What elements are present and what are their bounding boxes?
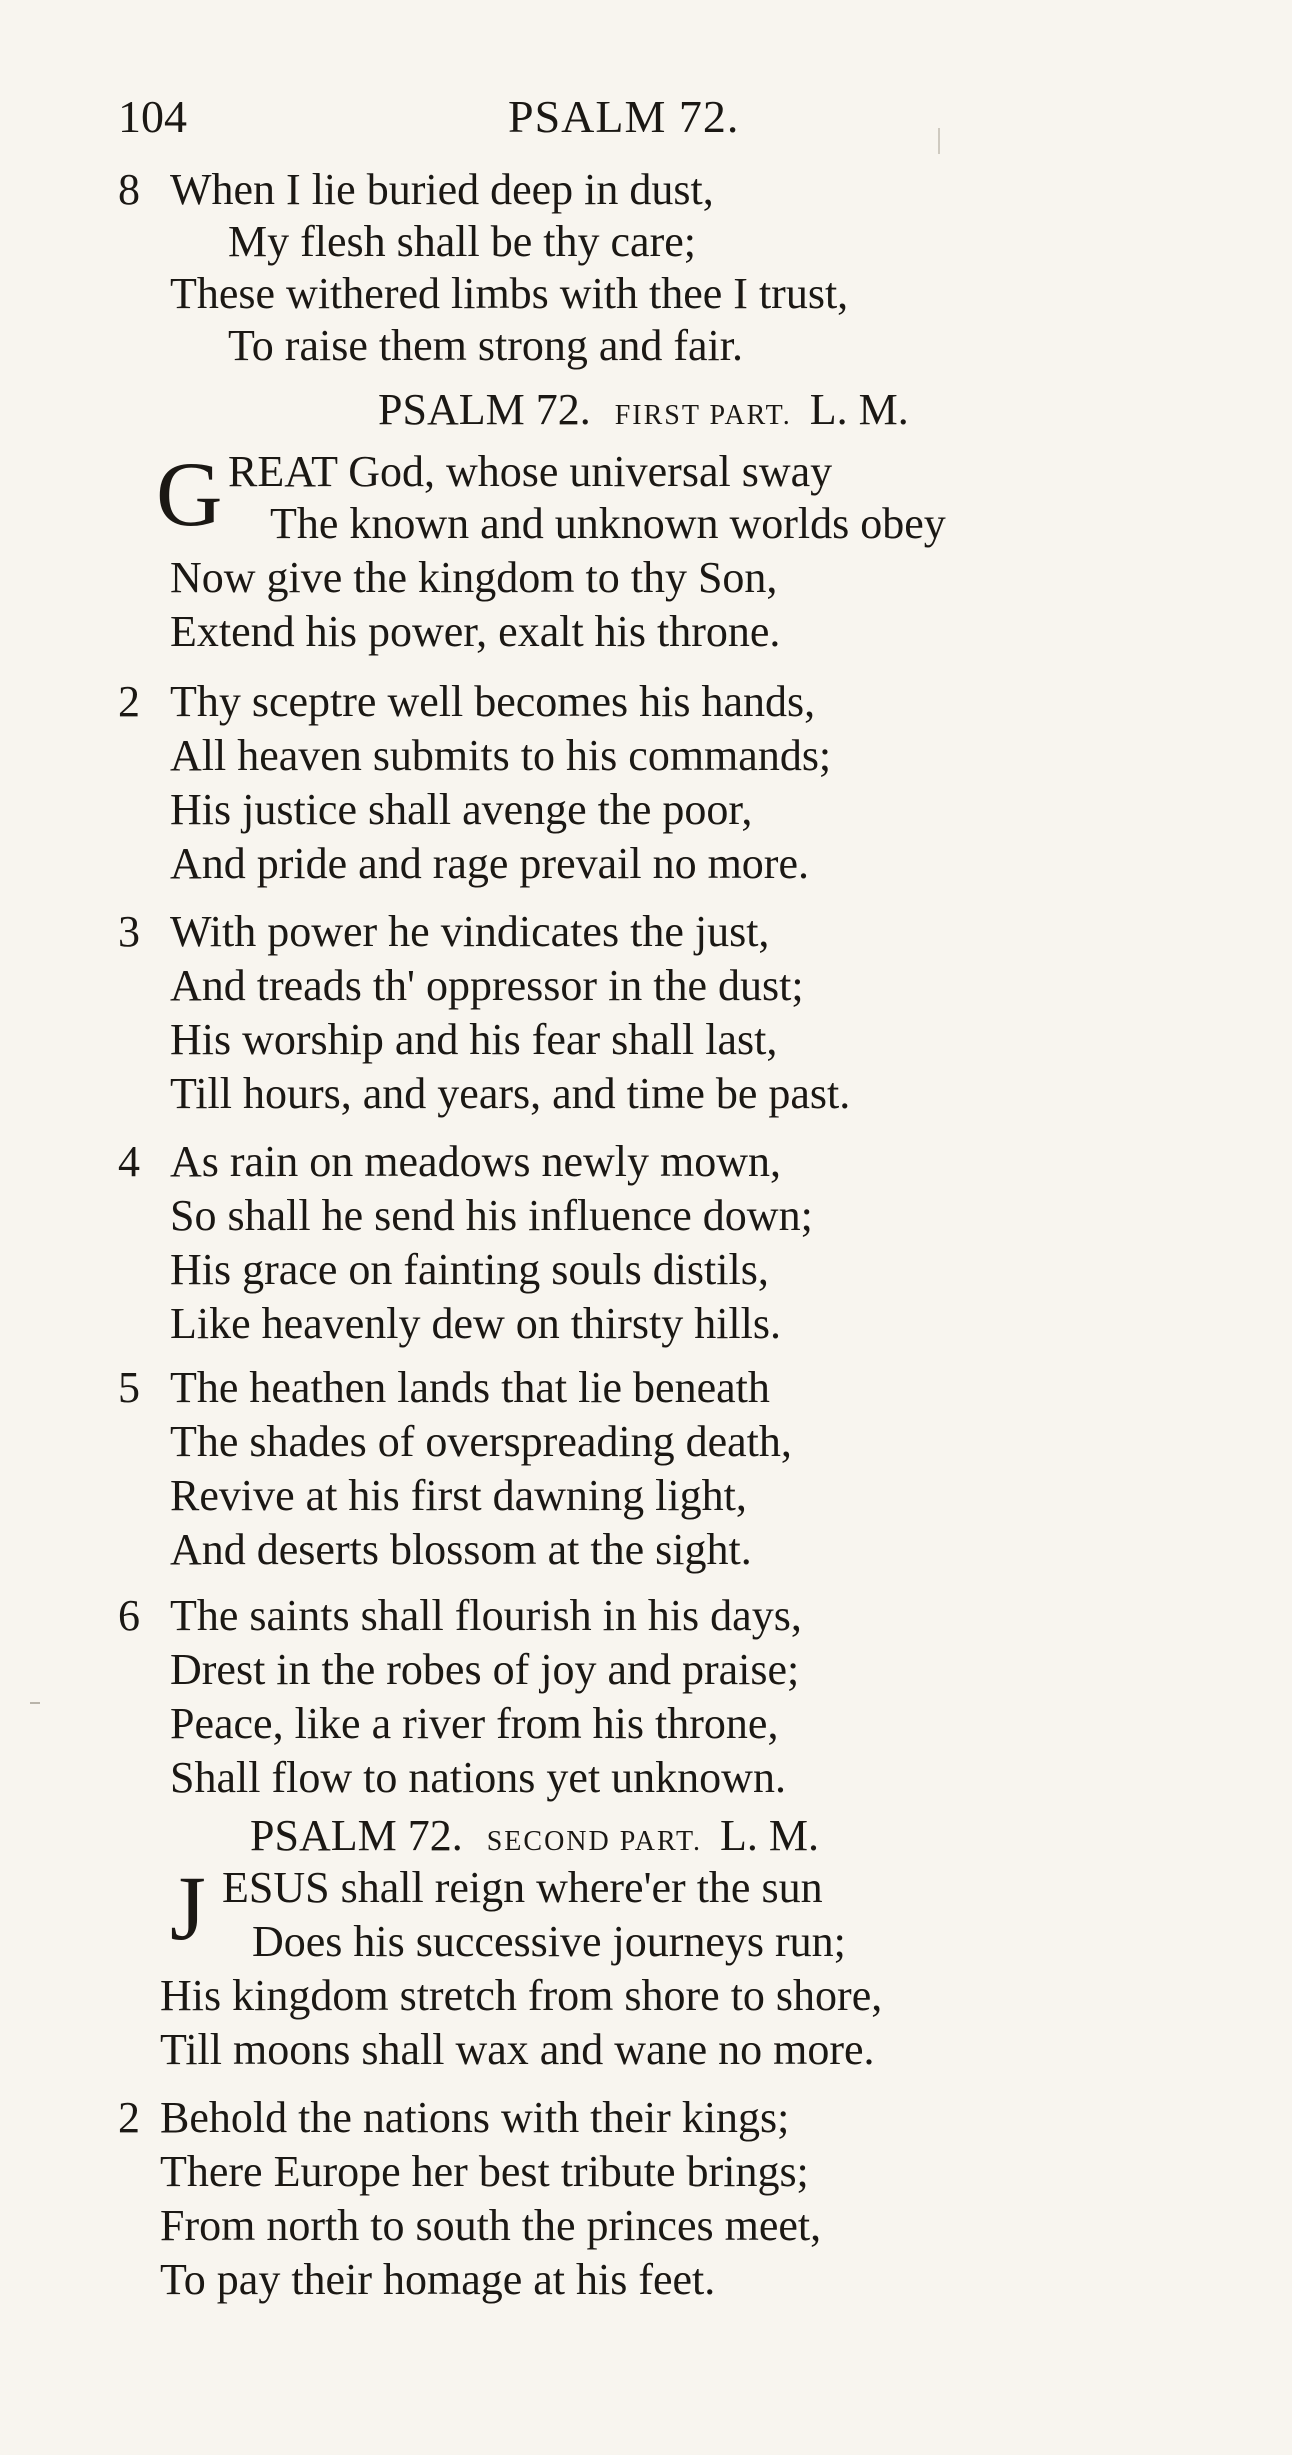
stanza-number: 5 xyxy=(118,1363,140,1412)
verse-line: Drest in the robes of joy and praise; xyxy=(170,1645,800,1694)
verse-line: The heathen lands that lie beneath xyxy=(170,1363,770,1412)
verse-line: With power he vindicates the just, xyxy=(170,907,770,956)
section-heading-second-part xyxy=(250,1811,819,1860)
page-number: 104 xyxy=(118,91,187,142)
stanza-number: 6 xyxy=(118,1591,140,1640)
verse-line: Revive at his first dawning light, xyxy=(170,1471,747,1520)
verse-line: Does his successive journeys run; xyxy=(252,1917,846,1966)
verse-line: Now give the kingdom to thy Son, xyxy=(170,553,778,602)
verse-line: Like heavenly dew on thirsty hills. xyxy=(170,1299,781,1348)
heading-meter: L. M. xyxy=(719,1811,819,1860)
paper-speck xyxy=(938,128,940,154)
heading-part: SECOND PART. xyxy=(486,1826,702,1857)
verse-line: The saints shall flourish in his days, xyxy=(170,1591,802,1640)
verse-line: His grace on fainting souls distils, xyxy=(170,1245,769,1294)
stanza-number: 2 xyxy=(118,677,140,726)
verse-line: These withered limbs with thee I trust, xyxy=(170,269,849,318)
verse-line: To pay their homage at his feet. xyxy=(160,2255,716,2304)
verse-line: His justice shall avenge the poor, xyxy=(170,785,753,834)
heading-title: PSALM 72. xyxy=(250,1811,463,1860)
verse-line: From north to south the princes meet, xyxy=(160,2201,822,2250)
verse-line: The known and unknown worlds obey xyxy=(270,499,946,548)
verse-line: Behold the nations with their kings; xyxy=(160,2093,790,2142)
verse-line: Extend his power, exalt his throne. xyxy=(170,607,781,656)
verse-line: When I lie buried deep in dust, xyxy=(170,165,714,214)
drop-cap: J xyxy=(170,1857,206,1959)
verse-line: His worship and his fear shall last, xyxy=(170,1015,778,1064)
verse-line: Till moons shall wax and wane no more. xyxy=(160,2025,875,2074)
verse-line: And deserts blossom at the sight. xyxy=(170,1525,752,1574)
verse-line: The shades of overspreading death, xyxy=(170,1417,792,1466)
verse-line: His kingdom stretch from shore to shore, xyxy=(160,1971,883,2020)
drop-cap: G xyxy=(156,443,223,545)
verse-line: As rain on meadows newly mown, xyxy=(170,1137,782,1186)
running-title: PSALM 72. xyxy=(508,91,740,142)
verse-line: So shall he send his influence down; xyxy=(170,1191,813,1240)
heading-meter: L. M. xyxy=(809,385,909,434)
stanza-number: 4 xyxy=(118,1137,140,1186)
heading-title: PSALM 72. xyxy=(378,385,591,434)
verse-line: Till hours, and years, and time be past. xyxy=(170,1069,851,1118)
verse-line: ESUS shall reign where'er the sun xyxy=(222,1863,823,1912)
stanza-number: 8 xyxy=(118,165,140,214)
verse-line: Thy sceptre well becomes his hands, xyxy=(170,677,816,726)
margin-mark xyxy=(30,1702,40,1704)
verse-line: To raise them strong and fair. xyxy=(228,321,744,370)
verse-line: All heaven submits to his commands; xyxy=(170,731,832,780)
verse-line: There Europe her best tribute brings; xyxy=(160,2147,809,2196)
verse-line: Shall flow to nations yet unknown. xyxy=(170,1753,786,1802)
verse-line: REAT God, whose universal sway xyxy=(228,447,833,496)
heading-part: FIRST PART. xyxy=(614,400,792,431)
verse-line: And pride and rage prevail no more. xyxy=(170,839,809,888)
verse-line: And treads th' oppressor in the dust; xyxy=(170,961,804,1010)
section-heading-first-part xyxy=(378,385,909,434)
stanza-number: 2 xyxy=(118,2093,140,2142)
stanza-number: 3 xyxy=(118,907,140,956)
verse-line: Peace, like a river from his throne, xyxy=(170,1699,779,1748)
verse-line: My flesh shall be thy care; xyxy=(228,217,696,266)
